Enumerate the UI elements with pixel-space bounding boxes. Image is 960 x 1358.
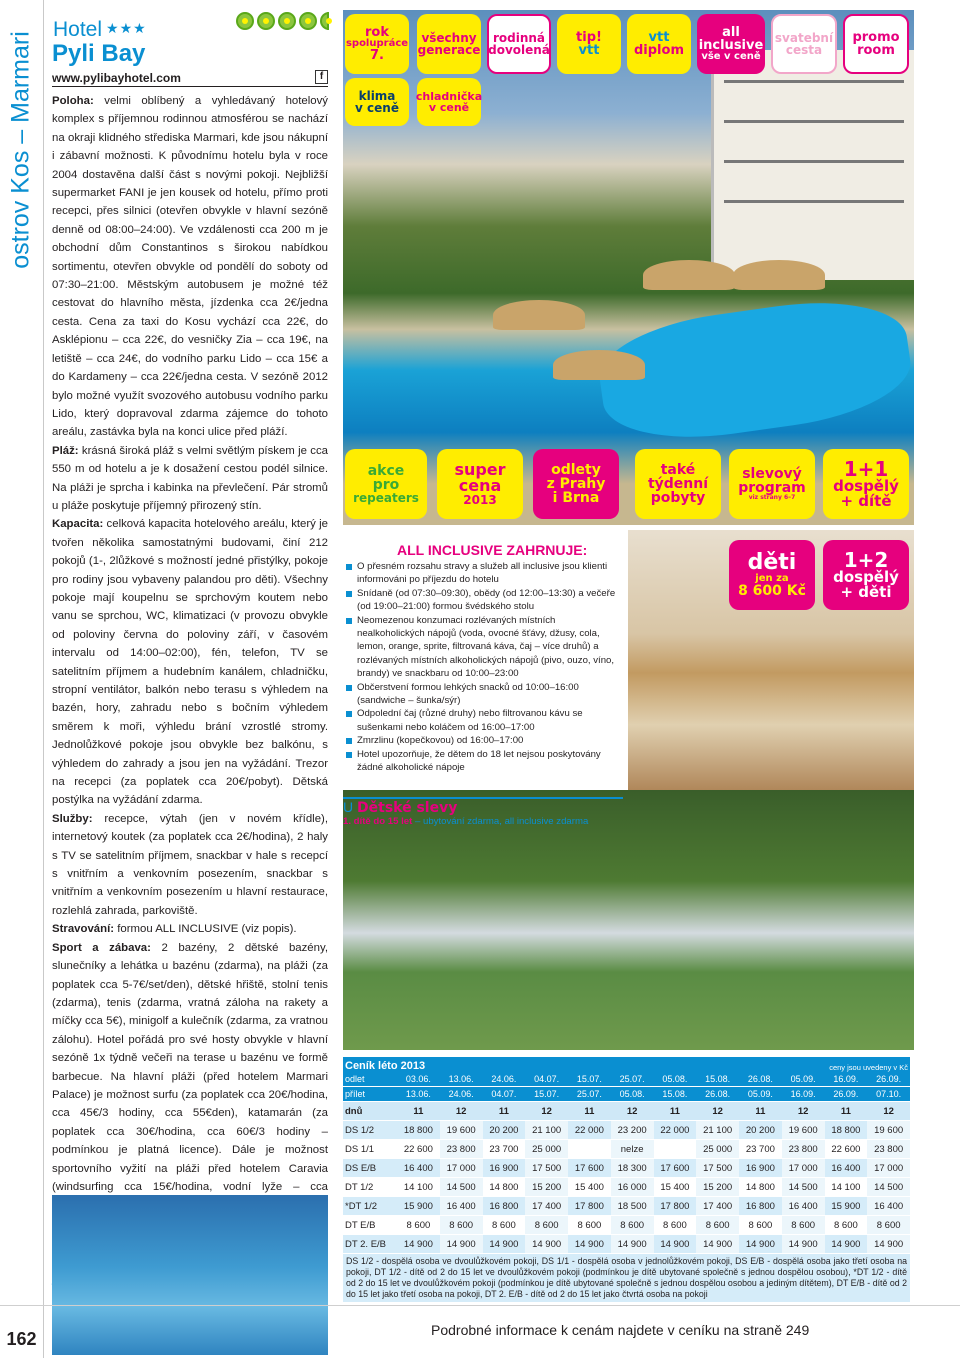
balcony-row [724,80,904,93]
sun-icon [299,12,317,30]
table-cell: 04.07. [483,1087,526,1102]
price-cell: 20 200 [483,1121,526,1140]
table-row [343,1178,910,1197]
table-cell: 26.09. [867,1072,910,1087]
price-cell: 18 800 [825,1121,868,1140]
price-cell: 14 900 [782,1235,825,1254]
table-cell: 15.08. [696,1072,739,1087]
price-cell: 14 900 [483,1235,526,1254]
badge-text: vtt [648,29,670,45]
price-cell: 18 800 [397,1121,440,1140]
badge-text: diplom [633,43,684,58]
price-cell: 17 800 [654,1197,697,1216]
price-cell: 14 100 [825,1178,868,1197]
badge-years-cooperation [345,14,409,74]
price-cell: 14 900 [654,1235,697,1254]
badge-text: rodinná [492,30,546,45]
price-cell: 14 900 [440,1235,483,1254]
price-cell: 8 600 [696,1216,739,1235]
table-row [343,1159,910,1178]
price-cell: 18 500 [611,1197,654,1216]
table-cell: 12 [696,1102,739,1121]
kids-discount-part: – ubytování zdarma, all inclusive zdarma [414,816,589,827]
location-text: velmi oblíbený a vyhledávaný hotelový komplex s příjemnou rodinnou atmosférou se nachází na okraji klidného střediska Marmari, kde jsou nákupní i zábavní možnosti. K původnímu hotelu byla v roce 2004 dostavěna další část s novými pokoji. Nejbližší supermarket FANI je jen kousek od hotelu, přímo proti recepci, přes silnici (otevřen obvykle v hlavní sezóně denně od 08:00–24:00). Ve vzdálenosti cca 200 m je obchodní dům Constantinos s širokou nabídkou sortimentu, otevřen obvykle od pondělí do soboty od 07:30–21:00. Městským autobusem je možné též cestovat do hlavního města, jízdenka cca 2€/jedna cesta. Cena za taxi do Kosu vychází cca 22€, do Asklépionu – cca 22€, do vesničky Zia – cca 19€, na letiště – cca 24€, do vodního parku Lido – cca 15€ a do Kardameny – cca 22€/jedna cesta. V sezóně 2012 bylo možné využít svozového autobusu vodního parku Lido, který dopravoval zdarma zájemce do tohoto areálu, zastávka byla na konci ulice před pláží. [52,95,328,439]
table-cell: 12 [782,1102,825,1121]
meals-label: Stravování: [52,923,115,936]
table-cell: 05.08. [654,1072,697,1087]
sun-icon [257,12,275,30]
badge-diploma [627,14,691,74]
table-row [343,1140,910,1159]
badge-honeymoon [771,14,837,74]
badge-text: jen za [755,572,789,584]
price-cell: 14 900 [739,1235,782,1254]
price-cell: 14 500 [440,1178,483,1197]
price-cell: 15 400 [654,1178,697,1197]
kids-discount-part: 1. dítě do 15 let [343,816,413,827]
table-cell: 24.06. [483,1072,526,1087]
price-cell: 8 600 [483,1216,526,1235]
parasol [733,260,825,290]
kids-discount-part: U [343,799,354,815]
table-cell: 05.09. [739,1087,782,1102]
price-cell: 25 000 [696,1140,739,1159]
badge-text: 7. [370,48,384,64]
price-cell: 16 400 [440,1197,483,1216]
badge-text: v ceně [355,101,399,115]
badge-tip [557,14,621,74]
services-text: recepce, výtah (jen v novém křídle), internetový koutek (za poplatek cca 2€/hodina), 2 haly s TV se satelitním příjmem, snackbar v hale s recepcí s vnitřním a venkovním posezením, snackbar s vnitřním a venkovním posezením u hlavní restaurace, rozlehlá zahrada, parkoviště. [52,812,328,917]
badge-adult-child [823,449,909,519]
price-cell: 16 800 [739,1197,782,1216]
badge-text: spolupráce [345,37,409,49]
table-cell: 12 [525,1102,568,1121]
row-label: DT E/B [343,1216,397,1235]
price-cell: 23 800 [867,1140,910,1159]
price-cell: 22 000 [654,1121,697,1140]
sun-rating [236,12,329,30]
price-cell: 14 900 [568,1235,611,1254]
price-cell: 23 800 [782,1140,825,1159]
capacity-text: celková kapacita hotelového areálu, který je tvořen několika samostatnými budovami, činí 212 pokojů (1-, 2lůžkové s možností jedné přistýlky, pokoje pro rodiny jsou vybaveny palandou pro děti). Všechny pokoje mají koupelnu se sprchovým koutem nebo vanu se sprchou, WC, klimatizaci (v provozu obvykle od poloviny června do poloviny září, v časovém intervalu od 14:00–02:00), fén, telefon, TV se satelitním příjmem a hudebním kanálem, chladničku, stropní ventilátor, balkón nebo terasu s výhledem na bazén, hory, zahradu nebo s bočním výhledem směrem k moři, výhledu brání vzrostlé stromy. Jednolůžkové pokoje jsou obvykle bez balkónu, s výhledem do zahrady a jsou jen na vyžádání. Trezor na recepci (za poplatek cca 20€/pobyt). Dětská postýlka na vyžádání zdarma. [52,518,328,807]
table-row [343,1197,910,1216]
table-row [343,1216,910,1235]
price-cell: 15 200 [525,1178,568,1197]
price-cell: 16 900 [739,1159,782,1178]
badge-text: klima [358,88,396,103]
price-cell: 17 000 [782,1159,825,1178]
price-cell: 14 900 [397,1235,440,1254]
destination-label: ostrov Kos – Marmari [6,31,35,269]
table-cell: 05.09. [782,1072,825,1087]
price-cell: 15 900 [397,1197,440,1216]
price-cell: 14 500 [867,1178,910,1197]
badge-all-inclusive [697,14,765,74]
table-cell: 12 [867,1102,910,1121]
badge-text: promo [852,29,900,45]
badge-text: také [660,461,696,478]
badge-text: slevový [742,465,802,482]
price-cell: 17 500 [696,1159,739,1178]
price-cell: 8 600 [867,1216,910,1235]
price-cell: 16 000 [611,1178,654,1197]
table-row [343,1121,910,1140]
kids-discount-title [343,799,623,816]
table-cell: 11 [739,1102,782,1121]
badge-text: super [454,459,506,479]
badge-all-generations [417,14,481,74]
list-item: Občerstvení formou lehkých snacků od 10:00–16:00 (sandwiche – šunka/sýr) [343,681,623,708]
list-item: Zmrzlinu (kopečkovou) od 16:00–17:00 [343,734,623,747]
price-cell: 16 900 [483,1159,526,1178]
price-cell: 17 600 [568,1159,611,1178]
price-cell: 8 600 [825,1216,868,1235]
price-cell: 14 100 [397,1178,440,1197]
table-cell: 13.06. [440,1072,483,1087]
price-cell: 25 000 [525,1140,568,1159]
table-cell: 11 [397,1102,440,1121]
services-label: Služby: [52,812,93,825]
table-cell: 15.07. [525,1087,568,1102]
divider [52,86,328,87]
price-cell: 19 600 [867,1121,910,1140]
badge-text: děti [747,549,797,575]
list-item: O přesném rozsahu stravy a služeb all inclusive jsou klienti informováni po příjezdu do hotelu [343,560,623,587]
price-cell: 14 900 [696,1235,739,1254]
badge-text: 1+1 [843,456,889,481]
facebook-icon[interactable]: f [315,70,328,84]
price-cell: 15 400 [568,1178,611,1197]
price-cell: 23 200 [611,1121,654,1140]
row-label: DT 2. E/B [343,1235,397,1254]
price-cell: 8 600 [739,1216,782,1235]
pricelist-currency-note: ceny jsou uvedeny v Kč [829,1063,908,1072]
table-cell: 11 [654,1102,697,1121]
badge-text: svatební [774,30,834,45]
badge-text: akce [367,462,405,479]
badge-family-holiday [487,14,551,74]
kids-pool-photo [52,1195,328,1355]
price-cell: 22 000 [568,1121,611,1140]
badge-text: all [722,24,740,40]
badge-aircon-included [345,78,409,126]
footer-divider [0,1305,960,1306]
price-cell: 17 000 [867,1159,910,1178]
badge-text: pobyty [650,490,706,507]
price-cell: 14 900 [525,1235,568,1254]
table-cell: 26.08. [696,1087,739,1102]
pricelist-footnote: DS 1/2 - dospělá osoba ve dvoulůžkovém pokoji, DS 1/1 - dospělá osoba v jednolůžkovém pokoji, DS E/B - dospělá osoba jako třetí osoba na pokoji, DT 1/2 - dítě od 2 do 15 let ve dvoulůžkovém pokoji (podmínkou je dítě ubytované společně s jednou dospělou osobou), *DT 1/2 - dítě od 2 do 15 let ve dvoulůžkovém pokoji (podmínkou je dítě ubytované společně s jednou dospělou osobou a jediným dítětem), DT E/B - dítě od 2 do 15 let jako třetí osoba na pokoji, DT 2. E/B - dítě od 2 do 15 let jako čtvrtá osoba na pokoji [343,1254,910,1302]
table-row [343,1072,910,1087]
page-number: 162 [6,1329,37,1349]
sport-text: 2 bazény, 2 dětské bazény, slunečníky a lehátka u bazénu (zdarma), na pláži (za poplatek cca 5-7€/set/den), dětské hřiště, stolní tenis (zdarma), tenis (zdarma, vratná záloha na rakety a míčky cca 5€), minigolf a kulečník (zdarma, za vratnou zálohu). Hotel pořádá pro své hosty obvykle v hlavní sezóně 1x týdně večeři na terase u bazénu ve formě barbecue. Na hlavní pláži (před hotelem Marmari Palace) je možnost surfu (za poplatek cca 20€/hodina, cca 45€/3 hodiny, cca 55€den), katamarán (za poplatek cca 30€/hodina, cca 60€/3 hodiny – podmínkou je platná licence). Dále je možnost sportovního vyžití na pláži před hotelem Caravia (windsurfing cca 15€/hodina, vodní lyže – cca [52,941,328,1193]
price-cell: 18 300 [611,1159,654,1178]
table-cell: 11 [568,1102,611,1121]
half-sun-icon [320,12,329,30]
pricelist [343,1057,910,1302]
price-cell: 22 600 [825,1140,868,1159]
price-cell: 23 700 [739,1140,782,1159]
all-inclusive-title: ALL INCLUSIVE ZAHRNUJE: [397,542,588,558]
price-cell: 14 800 [483,1178,526,1197]
pricelist-header [343,1057,910,1072]
price-cell: 8 600 [568,1216,611,1235]
price-cell: 8 600 [397,1216,440,1235]
list-item: Hotel upozorňuje, že dětem do 18 let nejsou poskytovány žádné alkoholické nápoje [343,748,623,775]
stars-icon: ★★★ [106,20,147,36]
days-label: dnů [343,1102,397,1121]
price-cell: 15 200 [696,1178,739,1197]
hotel-building [711,50,914,280]
footer-note: Podrobné informace k cenám najdete v ceníku na straně 249 [431,1322,810,1338]
price-cell: 16 800 [483,1197,526,1216]
table-cell: 15.07. [568,1072,611,1087]
meals-text: formou ALL INCLUSIVE (viz popis). [117,923,297,936]
table-cell: 11 [483,1102,526,1121]
hotel-heading [53,18,147,42]
list-item: Snídaně (od 07:30–09:30), obědy (od 12:00–13:30) a večeře (od 19:00–21:00) formou švédského stolu [343,587,623,614]
table-row [343,1235,910,1254]
departure-label: odlet [343,1072,397,1087]
table-cell: 25.07. [611,1072,654,1087]
table-cell: 13.06. [397,1087,440,1102]
badge-discount-program [729,449,815,519]
price-cell: 16 400 [867,1197,910,1216]
badge-text: dospělý [833,567,899,586]
list-item: Odpolední čaj (různé druhy) nebo filtrovanou kávu se sušenkami nebo koláčem od 16:00–17:00 [343,707,623,734]
price-cell: 17 600 [654,1159,697,1178]
kids-discount-part: Dětské slevy [357,800,458,816]
price-table [343,1072,910,1254]
badge-text: chladnička [415,89,483,103]
price-cell: 17 800 [568,1197,611,1216]
table-cell: 03.06. [397,1072,440,1087]
table-cell: 05.08. [611,1087,654,1102]
table-row [343,1102,910,1121]
all-inclusive-list [343,560,623,775]
price-cell: 17 500 [525,1159,568,1178]
capacity-label: Kapacita: [52,518,104,531]
sun-icon [278,12,296,30]
sidebar [0,0,44,1358]
badge-text: všechny [421,30,477,45]
badge-weekly-stays [635,449,721,519]
badge-kids-price [729,540,815,610]
badge-text: room [857,43,895,58]
table-cell: 07.10. [867,1087,910,1102]
badge-promo-room [843,14,909,74]
beach-label: Pláž: [52,444,79,457]
price-cell: 8 600 [525,1216,568,1235]
table-cell: 11 [825,1102,868,1121]
all-inclusive-box [343,542,623,775]
price-cell: 22 600 [397,1140,440,1159]
table-cell: 16.09. [782,1087,825,1102]
price-cell: 14 900 [867,1235,910,1254]
garden-buffet-photo [343,790,914,1050]
badge-text: + dítě [840,492,892,511]
row-label: DS 1/1 [343,1140,397,1159]
parasol [643,260,735,290]
arrival-label: přílet [343,1087,397,1102]
badge-text: 1+2 [843,547,889,572]
price-cell: 16 400 [782,1197,825,1216]
badge-text: z Prahy [546,475,606,492]
badge-text: odlety [551,461,601,478]
row-label: DT 1/2 [343,1178,397,1197]
sun-icon [236,12,254,30]
price-cell [654,1140,697,1159]
badge-text: vše v ceně [701,51,761,63]
price-cell: 8 600 [782,1216,825,1235]
table-cell: 15.08. [654,1087,697,1102]
parasol [553,350,645,380]
price-cell: 16 400 [397,1159,440,1178]
price-cell: 17 400 [696,1197,739,1216]
badge-text: program [738,479,806,496]
badge-text: i Brna [552,490,600,507]
price-cell: 8 600 [654,1216,697,1235]
price-cell: 21 100 [525,1121,568,1140]
table-cell: 16.09. [825,1072,868,1087]
hotel-name: Pyli Bay [52,40,146,67]
price-cell: 17 400 [525,1197,568,1216]
badge-text: viz strany 6–7 [748,494,796,502]
price-cell: 15 900 [825,1197,868,1216]
price-cell: 16 400 [825,1159,868,1178]
table-cell: 24.06. [440,1087,483,1102]
pricelist-title: Ceník léto 2013 [345,1060,426,1072]
sport-label: Sport a zábava: [52,941,151,954]
price-cell: 8 600 [611,1216,654,1235]
table-cell: 26.09. [825,1087,868,1102]
badge-text: vtt [578,43,600,58]
row-label: DS E/B [343,1159,397,1178]
balcony-row [724,120,904,133]
beach-text: krásná široká pláž s velmi světlým pískem je cca 550 m od hotelu a je k dosažení cestou podél silnice. Na pláži je sprcha i kabinka na převlečení. Pár stromů u pláže poskytuje příjemný přirozený stín. [52,444,328,512]
badge-text: dovolená [488,43,550,57]
badge-text: v ceně [428,101,470,114]
price-cell: 8 600 [440,1216,483,1235]
badge-text: generace [417,43,481,57]
badge-text: tip! [576,29,602,45]
price-cell: 14 900 [825,1235,868,1254]
badge-text: týdenní [647,475,709,492]
hotel-prefix: Hotel [53,18,103,41]
badge-text: inclusive [698,37,764,53]
list-item: Neomezenou konzumaci rozlévaných místních nealkoholických nápojů (voda, ovocné šťávy, džusy, cola, lemon, orange, sprite, filtrovaná káva, čaj – více druhů) a rozlévaných místních alkoholických nápojů (pivo, ouzo, víno, brandy) ve snackbaru od 10:00–23:00 [343,614,623,681]
badge-repeaters [345,449,427,519]
table-cell: 26.08. [739,1072,782,1087]
badge-text: + děti [840,583,892,602]
badge-text: rok [365,24,389,40]
kids-discount-text [343,816,623,827]
price-cell: 17 000 [440,1159,483,1178]
badge-text: pro [372,476,400,493]
badge-departures [533,449,619,519]
parasol [493,300,585,330]
row-label: DS 1/2 [343,1121,397,1140]
price-cell: 19 600 [782,1121,825,1140]
table-cell: 25.07. [568,1087,611,1102]
table-cell: 12 [611,1102,654,1121]
price-cell: 20 200 [739,1121,782,1140]
price-cell [568,1140,611,1159]
badge-text: cesta [785,43,823,57]
badge-fridge-included [417,78,481,126]
balcony-row [724,200,904,213]
table-cell: 12 [440,1102,483,1121]
price-cell: 19 600 [440,1121,483,1140]
badge-text: dospělý [833,476,899,495]
table-cell: 04.07. [525,1072,568,1087]
badge-text: 8 600 Kč [738,583,806,600]
price-cell: 14 800 [739,1178,782,1197]
badge-adult-two-kids [823,540,909,610]
row-label: *DT 1/2 [343,1197,397,1216]
price-cell: 23 800 [440,1140,483,1159]
hotel-website-link[interactable]: www.pylibayhotel.com [52,71,181,85]
badge-text: 2013 [463,493,497,508]
price-cell: nelze [611,1140,654,1159]
badge-super-price [437,449,523,519]
kids-discount [343,797,623,829]
price-cell: 23 700 [483,1140,526,1159]
hotel-description [52,92,328,1288]
badge-text: cena [458,475,502,495]
balcony-row [724,160,904,173]
price-cell: 14 500 [782,1178,825,1197]
badge-text: repeaters [353,491,419,506]
location-label: Poloha: [52,95,94,107]
table-row [343,1087,910,1102]
price-cell: 21 100 [696,1121,739,1140]
price-cell: 14 900 [611,1235,654,1254]
